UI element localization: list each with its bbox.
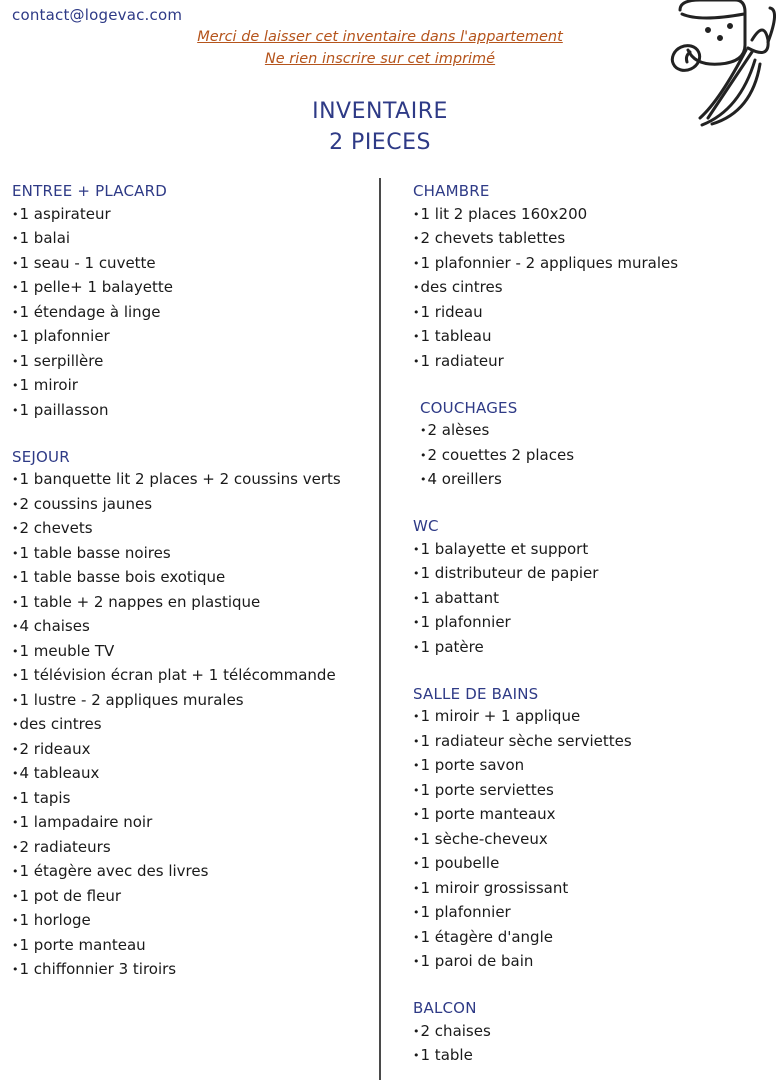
right-column: [413, 180, 773, 1091]
bullet-icon: •: [413, 256, 420, 270]
document-title-line-1: INVENTAIRE: [312, 99, 448, 124]
bullet-icon: •: [413, 1024, 420, 1038]
section-title: COUCHAGES: [420, 398, 518, 417]
inventory-item: [12, 517, 372, 542]
inventory-item: [12, 276, 372, 301]
inventory-item: [12, 762, 372, 787]
section-balcon: [413, 997, 773, 1069]
bullet-icon: •: [12, 889, 19, 903]
section-title: BALCON: [413, 999, 477, 1017]
bullet-icon: •: [12, 718, 19, 731]
bullet-icon: •: [12, 840, 19, 854]
item-label: 1 plafonnier: [420, 613, 511, 631]
item-label: des cintres: [420, 278, 503, 296]
bullet-icon: •: [420, 424, 427, 437]
item-label: 1 banquette lit 2 places + 2 coussins verts: [19, 470, 341, 488]
bullet-icon: •: [413, 1049, 420, 1062]
item-label: 1 table: [420, 1046, 473, 1064]
bullet-icon: •: [12, 232, 19, 245]
inventory-item: [12, 203, 372, 228]
bullet-icon: •: [413, 734, 420, 748]
item-label: 4 tableaux: [19, 764, 100, 782]
inventory-item: [12, 958, 372, 983]
inventory-item: [413, 227, 773, 252]
item-label: 1 étagère d'angle: [420, 927, 553, 946]
bullet-icon: •: [413, 591, 420, 605]
inventory-item: [413, 350, 773, 375]
item-label: 2 radiateurs: [19, 837, 111, 856]
inventory-item: [420, 444, 773, 469]
item-label: 1 aspirateur: [19, 204, 111, 223]
bullet-icon: •: [420, 473, 427, 486]
bullet-icon: •: [413, 857, 420, 870]
section-title: ENTREE + PLACARD: [12, 182, 167, 200]
inventory-item: [12, 493, 372, 518]
bullet-icon: •: [12, 620, 19, 633]
bullet-icon: •: [413, 832, 420, 846]
item-label: 1 sèche-cheveux: [420, 829, 548, 848]
item-label: 1 porte serviettes: [420, 780, 554, 799]
item-label: 4 oreillers: [427, 470, 502, 488]
section-title: SEJOUR: [12, 447, 70, 466]
inventory-item: [12, 227, 372, 252]
inventory-item: [413, 562, 773, 587]
bullet-icon: •: [413, 354, 420, 368]
bullet-icon: •: [413, 955, 420, 968]
item-label: 1 lampadaire noir: [19, 813, 153, 831]
section-salle-de-bains: [413, 683, 773, 975]
inventory-item: [413, 852, 773, 877]
bullet-icon: •: [413, 808, 420, 821]
item-label: 2 coussins jaunes: [19, 494, 153, 513]
bullet-icon: •: [413, 616, 420, 629]
bullet-icon: •: [12, 742, 19, 756]
bullet-icon: •: [12, 571, 19, 584]
bullet-icon: •: [12, 497, 19, 511]
item-label: 1 radiateur: [420, 351, 504, 370]
column-divider: [379, 178, 381, 1080]
item-label: 1 tapis: [19, 788, 71, 807]
inventory-item: [12, 934, 372, 959]
inventory-item: [12, 252, 372, 277]
item-label: 1 tableau: [420, 327, 492, 345]
item-label: 1 distributeur de papier: [420, 564, 599, 582]
item-label: 1 télévision écran plat + 1 télécommande: [19, 666, 336, 684]
bullet-icon: •: [12, 669, 19, 682]
bullet-icon: •: [12, 546, 19, 560]
bullet-icon: •: [12, 914, 19, 927]
item-label: 1 pot de fleur: [19, 886, 122, 905]
inventory-item: [12, 836, 372, 861]
inventory-item: [413, 730, 773, 755]
item-label: 1 plafonnier: [420, 903, 511, 921]
section-couchages: [413, 397, 773, 493]
document-title-line-2: 2 PIECES: [329, 130, 431, 155]
inventory-item: [413, 901, 773, 926]
item-label: 1 table basse noires: [19, 543, 171, 562]
bullet-icon: •: [413, 759, 420, 772]
bullet-icon: •: [12, 330, 19, 343]
inventory-item: [413, 779, 773, 804]
item-label: des cintres: [19, 715, 102, 733]
item-label: 1 paillasson: [19, 400, 109, 419]
item-label: 1 étendage à linge: [19, 302, 161, 321]
inventory-item: [12, 591, 372, 616]
bullet-icon: •: [413, 640, 420, 654]
bullet-icon: •: [413, 567, 420, 580]
inventory-item: [12, 885, 372, 910]
item-label: 1 plafonnier: [19, 327, 110, 345]
bullet-icon: •: [413, 881, 420, 895]
bullet-icon: •: [12, 693, 19, 707]
item-label: 1 porte manteaux: [420, 805, 556, 823]
inventory-item: [420, 419, 773, 444]
inventory-item: [413, 926, 773, 951]
inventory-item: [413, 705, 773, 730]
section-wc: [413, 515, 773, 660]
inventory-item: [12, 468, 372, 493]
item-label: 1 horloge: [19, 911, 91, 929]
inventory-item: [413, 803, 773, 828]
bullet-icon: •: [413, 783, 420, 797]
item-label: 1 lit 2 places 160x200: [420, 204, 588, 223]
bullet-icon: •: [413, 906, 420, 919]
bullet-icon: •: [12, 403, 19, 417]
item-label: 1 seau - 1 cuvette: [19, 253, 156, 272]
item-label: 1 radiateur sèche serviettes: [420, 731, 632, 750]
bullet-icon: •: [12, 207, 19, 221]
item-label: 1 lustre - 2 appliques murales: [19, 690, 244, 709]
item-label: 1 poubelle: [420, 854, 500, 872]
bullet-icon: •: [413, 930, 420, 944]
notice-line-2: Ne rien inscrire sur cet imprimé: [264, 51, 496, 67]
item-label: 1 paroi de bain: [420, 952, 534, 970]
inventory-item: [413, 611, 773, 636]
item-label: 1 table basse bois exotique: [19, 568, 226, 586]
notice-line-1: Merci de laisser cet inventaire dans l'appartement: [197, 29, 563, 45]
inventory-item: [413, 828, 773, 853]
bullet-icon: •: [12, 791, 19, 805]
section-title: CHAMBRE: [413, 182, 490, 200]
item-label: 2 chevets tablettes: [420, 229, 566, 247]
item-label: 1 table + 2 nappes en plastique: [19, 592, 261, 611]
bullet-icon: •: [12, 281, 19, 294]
bullet-icon: •: [12, 256, 19, 270]
item-label: 1 rideau: [420, 302, 483, 321]
item-label: 1 miroir grossissant: [420, 878, 569, 897]
bullet-icon: •: [413, 710, 420, 723]
item-label: 1 pelle+ 1 balayette: [19, 278, 173, 296]
left-column: [12, 180, 372, 1005]
inventory-item: [413, 587, 773, 612]
section-chambre: [413, 180, 773, 374]
contact-email: contact@logevac.com: [12, 6, 183, 24]
inventory-item: [12, 399, 372, 424]
inventory-item: [12, 615, 372, 640]
bullet-icon: •: [12, 473, 19, 486]
inventory-item: [413, 877, 773, 902]
inventory-item: [12, 566, 372, 591]
inventory-item: [413, 1044, 773, 1069]
inventory-item: [12, 325, 372, 350]
inventory-item: [12, 640, 372, 665]
item-label: 1 plafonnier - 2 appliques murales: [420, 253, 679, 272]
bullet-icon: •: [413, 330, 420, 343]
section-title: WC: [413, 517, 439, 535]
inventory-item: [12, 542, 372, 567]
item-label: 1 étagère avec des livres: [19, 862, 209, 880]
inventory-item: [12, 909, 372, 934]
inventory-item: [12, 301, 372, 326]
inventory-item: [12, 350, 372, 375]
bullet-icon: •: [12, 379, 19, 392]
bullet-icon: •: [12, 305, 19, 319]
item-label: 1 serpillère: [19, 351, 104, 370]
bullet-icon: •: [12, 354, 19, 368]
item-label: 2 rideaux: [19, 739, 91, 758]
bullet-icon: •: [12, 963, 19, 976]
bullet-icon: •: [413, 542, 420, 556]
bullet-icon: •: [12, 816, 19, 829]
bullet-icon: •: [12, 595, 19, 609]
bullet-icon: •: [12, 865, 19, 878]
section-sejour: [12, 446, 372, 983]
item-label: 2 chevets: [19, 519, 93, 537]
bullet-icon: •: [413, 207, 420, 221]
item-label: 1 porte manteau: [19, 935, 146, 954]
inventory-item: [420, 468, 773, 493]
section-entree-placard: [12, 180, 372, 423]
inventory-item: [12, 374, 372, 399]
inventory-item: [12, 713, 372, 738]
inventory-item: [12, 689, 372, 714]
item-label: 1 meuble TV: [19, 641, 115, 660]
item-label: 1 miroir: [19, 376, 78, 394]
section-title: SALLE DE BAINS: [413, 684, 539, 703]
item-label: 1 balayette et support: [420, 539, 589, 558]
inventory-item: [12, 811, 372, 836]
bullet-icon: •: [413, 232, 420, 245]
inventory-item: [12, 738, 372, 763]
item-label: 1 abattant: [420, 588, 500, 607]
inventory-item: [413, 538, 773, 563]
inventory-item: [413, 325, 773, 350]
item-label: 4 chaises: [19, 617, 90, 635]
bullet-icon: •: [420, 448, 427, 462]
item-label: 1 chiffonnier 3 tiroirs: [19, 960, 177, 978]
item-label: 1 miroir + 1 applique: [420, 707, 581, 725]
inventory-item: [12, 787, 372, 812]
bullet-icon: •: [413, 281, 420, 294]
inventory-item: [413, 252, 773, 277]
bullet-icon: •: [413, 305, 420, 319]
item-label: 1 porte savon: [420, 756, 525, 774]
inventory-item: [12, 664, 372, 689]
inventory-item: [413, 1020, 773, 1045]
item-label: 1 balai: [19, 229, 71, 247]
inventory-item: [413, 203, 773, 228]
inventory-item: [12, 860, 372, 885]
item-label: 2 chaises: [420, 1021, 491, 1040]
bullet-icon: •: [12, 938, 19, 952]
inventory-item: [413, 276, 773, 301]
item-label: 2 couettes 2 places: [427, 445, 575, 464]
item-label: 2 alèses: [427, 421, 490, 439]
inventory-item: [413, 636, 773, 661]
bullet-icon: •: [12, 767, 19, 780]
inventory-item: [413, 301, 773, 326]
bullet-icon: •: [12, 644, 19, 658]
inventory-item: [413, 950, 773, 975]
item-label: 1 patère: [420, 637, 484, 656]
inventory-item: [413, 754, 773, 779]
bullet-icon: •: [12, 522, 19, 535]
